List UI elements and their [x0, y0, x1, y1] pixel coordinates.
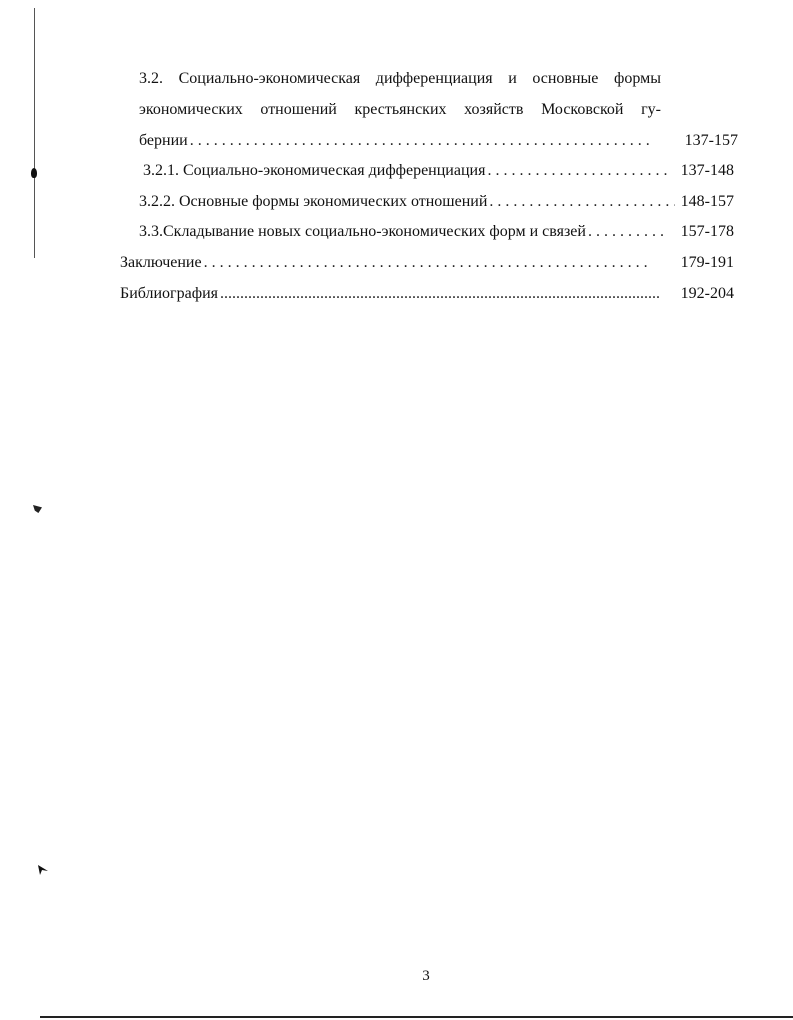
scan-margin-line — [34, 8, 35, 258]
scan-margin-speck — [33, 505, 42, 513]
toc-entry-conclusion — [120, 253, 734, 273]
scan-margin-dot — [31, 168, 37, 178]
toc-entry-title: 3.2.1. Социально-экономическая дифференциация — [143, 162, 486, 179]
toc-entry-3-2-line-3 — [139, 131, 738, 151]
toc-entry-title: бернии — [139, 132, 188, 149]
toc-entry-pages: 137-148 — [680, 162, 734, 179]
page-number: 3 — [422, 968, 430, 984]
toc-entry-3-2-line-1: 3.2. Социально-экономическая дифференциация и основные формы — [139, 70, 661, 87]
dot-leader — [190, 131, 649, 151]
dot-leader — [220, 284, 661, 304]
toc-entry-pages: 157-178 — [680, 223, 734, 240]
toc-entry-3-3 — [139, 222, 734, 242]
dot-leader — [588, 222, 667, 242]
toc-entry-pages: 192-204 — [680, 285, 734, 302]
dot-leader — [489, 192, 674, 212]
toc-entry-pages: 148-157 — [680, 193, 734, 210]
toc-entry-pages: 137-157 — [684, 132, 738, 149]
toc-entry-title: Заключение — [120, 254, 202, 271]
scan-bottom-edge — [40, 1016, 793, 1018]
toc-entry-bibliography — [120, 284, 734, 304]
dot-leader — [487, 161, 666, 181]
toc-entry-3-2-line-2: экономических отношений крестьянских хозяйств Московской гу- — [139, 101, 661, 118]
scan-margin-arrow — [38, 865, 48, 875]
toc-entry-title: 3.3.Складывание новых социально-экономических форм и связей — [139, 223, 586, 240]
toc-entry-3-2-1 — [143, 161, 734, 181]
toc-entry-title: Библиография — [120, 285, 218, 302]
toc-entry-title: 3.2.2. Основные формы экономических отношений — [139, 193, 488, 210]
toc-entry-pages: 179-191 — [680, 254, 734, 271]
dot-leader — [204, 253, 651, 273]
toc-entry-3-2-2 — [139, 192, 734, 212]
